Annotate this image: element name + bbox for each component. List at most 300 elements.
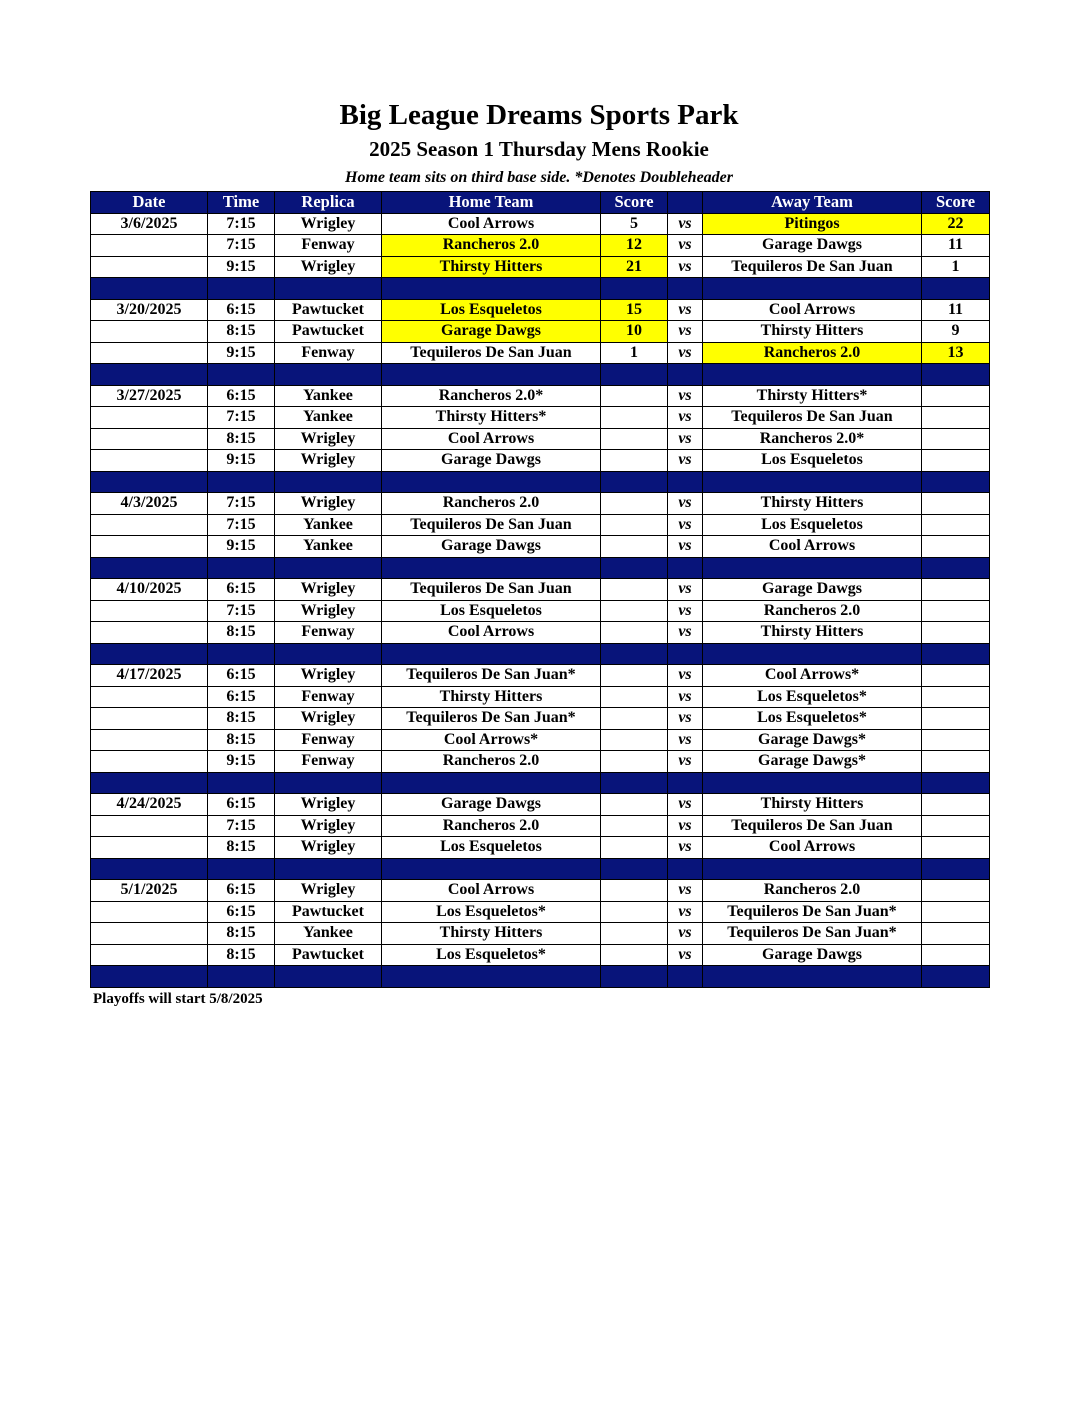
separator-cell — [208, 643, 275, 665]
vs-cell: vs — [668, 514, 703, 536]
home-score-cell — [601, 686, 668, 708]
col-date: Date — [91, 192, 208, 214]
time-cell: 6:15 — [208, 901, 275, 923]
separator-cell — [601, 858, 668, 880]
home-team-cell: Tequileros De San Juan* — [382, 708, 601, 730]
date-cell — [91, 450, 208, 472]
table-row — [91, 428, 990, 450]
separator-cell — [668, 278, 703, 300]
table-row — [91, 256, 990, 278]
vs-cell: vs — [668, 213, 703, 235]
separator-cell — [91, 471, 208, 493]
home-score-cell — [601, 751, 668, 773]
separator-cell — [601, 364, 668, 386]
home-score-cell: 15 — [601, 299, 668, 321]
table-row — [91, 235, 990, 257]
home-team-cell: Rancheros 2.0 — [382, 493, 601, 515]
vs-cell: vs — [668, 407, 703, 429]
separator-cell — [922, 557, 990, 579]
home-score-cell — [601, 428, 668, 450]
separator-cell — [382, 858, 601, 880]
home-team-cell: Rancheros 2.0 — [382, 815, 601, 837]
date-cell — [91, 751, 208, 773]
away-team-cell: Garage Dawgs — [703, 235, 922, 257]
separator-cell — [91, 364, 208, 386]
separator-cell — [275, 858, 382, 880]
separator-cell — [703, 643, 922, 665]
vs-cell: vs — [668, 321, 703, 343]
separator-cell — [922, 364, 990, 386]
table-row — [91, 708, 990, 730]
table-row — [91, 536, 990, 558]
vs-cell: vs — [668, 665, 703, 687]
replica-cell: Wrigley — [275, 428, 382, 450]
away-team-cell: Rancheros 2.0 — [703, 880, 922, 902]
separator-cell — [922, 858, 990, 880]
replica-cell: Wrigley — [275, 880, 382, 902]
table-row — [91, 493, 990, 515]
away-team-cell: Garage Dawgs* — [703, 729, 922, 751]
replica-cell: Fenway — [275, 751, 382, 773]
date-cell: 3/6/2025 — [91, 213, 208, 235]
col-home-team: Home Team — [382, 192, 601, 214]
date-cell: 4/24/2025 — [91, 794, 208, 816]
separator-cell — [382, 557, 601, 579]
replica-cell: Wrigley — [275, 493, 382, 515]
week-separator-row — [91, 772, 990, 794]
home-score-cell — [601, 450, 668, 472]
separator-cell — [922, 471, 990, 493]
home-team-cell: Los Esqueletos — [382, 837, 601, 859]
home-score-cell — [601, 837, 668, 859]
vs-cell: vs — [668, 493, 703, 515]
vs-cell: vs — [668, 751, 703, 773]
away-score-cell — [922, 944, 990, 966]
away-score-cell — [922, 901, 990, 923]
col-away-score: Score — [922, 192, 990, 214]
vs-cell: vs — [668, 385, 703, 407]
home-team-cell: Tequileros De San Juan — [382, 579, 601, 601]
date-cell: 5/1/2025 — [91, 880, 208, 902]
replica-cell: Wrigley — [275, 837, 382, 859]
home-team-cell: Los Esqueletos* — [382, 901, 601, 923]
separator-cell — [601, 557, 668, 579]
away-score-cell — [922, 450, 990, 472]
away-score-cell — [922, 686, 990, 708]
replica-cell: Pawtucket — [275, 321, 382, 343]
home-score-cell — [601, 665, 668, 687]
replica-cell: Wrigley — [275, 450, 382, 472]
away-score-cell — [922, 729, 990, 751]
separator-cell — [703, 772, 922, 794]
home-team-cell: Tequileros De San Juan* — [382, 665, 601, 687]
time-cell: 9:15 — [208, 536, 275, 558]
away-score-cell — [922, 493, 990, 515]
date-cell — [91, 235, 208, 257]
separator-cell — [91, 278, 208, 300]
away-team-cell: Thirsty Hitters — [703, 493, 922, 515]
away-team-cell: Cool Arrows — [703, 536, 922, 558]
home-team-cell: Los Esqueletos — [382, 600, 601, 622]
table-row — [91, 342, 990, 364]
header-row — [91, 192, 990, 214]
time-cell: 6:15 — [208, 686, 275, 708]
away-score-cell — [922, 579, 990, 601]
table-row — [91, 901, 990, 923]
time-cell: 8:15 — [208, 923, 275, 945]
separator-cell — [668, 772, 703, 794]
date-cell: 4/10/2025 — [91, 579, 208, 601]
separator-cell — [275, 364, 382, 386]
replica-cell: Wrigley — [275, 665, 382, 687]
away-team-cell: Garage Dawgs — [703, 944, 922, 966]
separator-cell — [208, 966, 275, 988]
table-row — [91, 450, 990, 472]
away-score-cell: 11 — [922, 235, 990, 257]
date-cell: 3/20/2025 — [91, 299, 208, 321]
separator-cell — [382, 772, 601, 794]
away-team-cell: Tequileros De San Juan — [703, 815, 922, 837]
away-score-cell: 9 — [922, 321, 990, 343]
home-team-cell: Rancheros 2.0* — [382, 385, 601, 407]
replica-cell: Pawtucket — [275, 901, 382, 923]
vs-cell: vs — [668, 579, 703, 601]
date-cell — [91, 514, 208, 536]
date-cell — [91, 923, 208, 945]
date-cell — [91, 815, 208, 837]
home-team-cell: Rancheros 2.0 — [382, 751, 601, 773]
home-team-cell: Cool Arrows* — [382, 729, 601, 751]
away-score-cell — [922, 600, 990, 622]
week-separator-row — [91, 471, 990, 493]
home-score-cell — [601, 880, 668, 902]
separator-cell — [922, 643, 990, 665]
separator-cell — [382, 278, 601, 300]
away-score-cell — [922, 794, 990, 816]
date-cell: 4/3/2025 — [91, 493, 208, 515]
separator-cell — [91, 643, 208, 665]
col-home-score: Score — [601, 192, 668, 214]
separator-cell — [91, 966, 208, 988]
replica-cell: Wrigley — [275, 794, 382, 816]
away-team-cell: Rancheros 2.0 — [703, 600, 922, 622]
separator-cell — [703, 858, 922, 880]
separator-cell — [382, 643, 601, 665]
separator-cell — [703, 557, 922, 579]
date-cell — [91, 600, 208, 622]
away-score-cell: 1 — [922, 256, 990, 278]
replica-cell: Wrigley — [275, 815, 382, 837]
separator-cell — [668, 858, 703, 880]
away-team-cell: Cool Arrows* — [703, 665, 922, 687]
vs-cell: vs — [668, 880, 703, 902]
time-cell: 6:15 — [208, 579, 275, 601]
time-cell: 8:15 — [208, 321, 275, 343]
away-score-cell — [922, 837, 990, 859]
page-title: Big League Dreams Sports Park — [339, 99, 739, 131]
home-team-cell: Garage Dawgs — [382, 794, 601, 816]
table-row — [91, 299, 990, 321]
home-score-cell — [601, 385, 668, 407]
home-score-cell: 5 — [601, 213, 668, 235]
replica-cell: Fenway — [275, 729, 382, 751]
time-cell: 8:15 — [208, 837, 275, 859]
home-team-cell: Cool Arrows — [382, 213, 601, 235]
away-team-cell: Los Esqueletos* — [703, 686, 922, 708]
replica-cell: Pawtucket — [275, 944, 382, 966]
home-score-cell — [601, 514, 668, 536]
table-row — [91, 407, 990, 429]
separator-cell — [275, 643, 382, 665]
away-score-cell — [922, 880, 990, 902]
vs-cell: vs — [668, 901, 703, 923]
separator-cell — [703, 966, 922, 988]
separator-cell — [382, 966, 601, 988]
away-score-cell — [922, 923, 990, 945]
home-score-cell — [601, 493, 668, 515]
away-score-cell — [922, 751, 990, 773]
table-row — [91, 385, 990, 407]
away-team-cell: Tequileros De San Juan* — [703, 923, 922, 945]
date-cell — [91, 729, 208, 751]
table-row — [91, 751, 990, 773]
col-replica: Replica — [275, 192, 382, 214]
separator-cell — [601, 772, 668, 794]
home-score-cell — [601, 407, 668, 429]
home-team-cell: Rancheros 2.0 — [382, 235, 601, 257]
separator-cell — [208, 471, 275, 493]
vs-cell: vs — [668, 729, 703, 751]
away-team-cell: Garage Dawgs — [703, 579, 922, 601]
home-team-cell: Thirsty Hitters — [382, 923, 601, 945]
table-row — [91, 923, 990, 945]
date-cell — [91, 321, 208, 343]
separator-cell — [208, 364, 275, 386]
page-subtitle: 2025 Season 1 Thursday Mens Rookie — [369, 137, 709, 161]
replica-cell: Wrigley — [275, 213, 382, 235]
separator-cell — [668, 557, 703, 579]
vs-cell: vs — [668, 256, 703, 278]
vs-cell: vs — [668, 342, 703, 364]
replica-cell: Wrigley — [275, 579, 382, 601]
away-team-cell: Thirsty Hitters* — [703, 385, 922, 407]
table-row — [91, 665, 990, 687]
away-team-cell: Garage Dawgs* — [703, 751, 922, 773]
time-cell: 7:15 — [208, 213, 275, 235]
separator-cell — [668, 643, 703, 665]
separator-cell — [601, 643, 668, 665]
away-team-cell: Rancheros 2.0 — [703, 342, 922, 364]
table-row — [91, 880, 990, 902]
away-team-cell: Tequileros De San Juan — [703, 256, 922, 278]
home-team-cell: Garage Dawgs — [382, 450, 601, 472]
separator-cell — [208, 278, 275, 300]
home-score-cell — [601, 579, 668, 601]
away-score-cell — [922, 665, 990, 687]
date-cell — [91, 944, 208, 966]
separator-cell — [922, 966, 990, 988]
time-cell: 7:15 — [208, 514, 275, 536]
away-team-cell: Thirsty Hitters — [703, 321, 922, 343]
time-cell: 7:15 — [208, 235, 275, 257]
replica-cell: Wrigley — [275, 256, 382, 278]
date-cell — [91, 342, 208, 364]
away-score-cell — [922, 708, 990, 730]
home-score-cell — [601, 923, 668, 945]
home-team-cell: Cool Arrows — [382, 880, 601, 902]
home-team-cell: Tequileros De San Juan — [382, 342, 601, 364]
week-separator-row — [91, 643, 990, 665]
date-cell — [91, 256, 208, 278]
vs-cell: vs — [668, 299, 703, 321]
replica-cell: Wrigley — [275, 708, 382, 730]
separator-cell — [382, 364, 601, 386]
time-cell: 8:15 — [208, 622, 275, 644]
table-row — [91, 622, 990, 644]
vs-cell: vs — [668, 450, 703, 472]
replica-cell: Yankee — [275, 385, 382, 407]
away-score-cell: 11 — [922, 299, 990, 321]
separator-cell — [275, 772, 382, 794]
table-row — [91, 686, 990, 708]
vs-cell: vs — [668, 536, 703, 558]
vs-cell: vs — [668, 708, 703, 730]
home-team-cell: Cool Arrows — [382, 622, 601, 644]
vs-cell: vs — [668, 622, 703, 644]
away-team-cell: Cool Arrows — [703, 299, 922, 321]
date-cell — [91, 407, 208, 429]
time-cell: 8:15 — [208, 729, 275, 751]
date-cell — [91, 622, 208, 644]
time-cell: 7:15 — [208, 407, 275, 429]
time-cell: 7:15 — [208, 600, 275, 622]
time-cell: 6:15 — [208, 665, 275, 687]
home-team-cell: Los Esqueletos — [382, 299, 601, 321]
vs-cell: vs — [668, 815, 703, 837]
date-cell: 3/27/2025 — [91, 385, 208, 407]
home-score-cell: 10 — [601, 321, 668, 343]
away-score-cell — [922, 407, 990, 429]
table-row — [91, 213, 990, 235]
home-score-cell — [601, 729, 668, 751]
separator-cell — [275, 557, 382, 579]
date-cell — [91, 837, 208, 859]
home-score-cell: 1 — [601, 342, 668, 364]
away-team-cell: Los Esqueletos — [703, 450, 922, 472]
away-team-cell: Pitingos — [703, 213, 922, 235]
vs-cell: vs — [668, 686, 703, 708]
home-score-cell: 12 — [601, 235, 668, 257]
separator-cell — [208, 858, 275, 880]
doubleheader-note: Home team sits on third base side. *Denotes Doubleheader — [345, 169, 733, 186]
home-team-cell: Thirsty Hitters — [382, 256, 601, 278]
week-separator-row — [91, 364, 990, 386]
replica-cell: Yankee — [275, 514, 382, 536]
away-score-cell — [922, 514, 990, 536]
replica-cell: Fenway — [275, 235, 382, 257]
separator-cell — [275, 278, 382, 300]
separator-cell — [703, 471, 922, 493]
separator-cell — [601, 278, 668, 300]
table-row — [91, 321, 990, 343]
home-score-cell — [601, 600, 668, 622]
separator-cell — [208, 557, 275, 579]
separator-cell — [668, 966, 703, 988]
vs-cell: vs — [668, 428, 703, 450]
away-team-cell: Thirsty Hitters — [703, 622, 922, 644]
replica-cell: Yankee — [275, 407, 382, 429]
separator-cell — [922, 278, 990, 300]
time-cell: 9:15 — [208, 256, 275, 278]
separator-cell — [91, 858, 208, 880]
replica-cell: Fenway — [275, 622, 382, 644]
separator-cell — [703, 364, 922, 386]
separator-cell — [91, 557, 208, 579]
time-cell: 8:15 — [208, 944, 275, 966]
date-cell: 4/17/2025 — [91, 665, 208, 687]
separator-cell — [91, 772, 208, 794]
col-vs — [668, 192, 703, 214]
away-score-cell — [922, 536, 990, 558]
away-score-cell — [922, 622, 990, 644]
week-separator-row — [91, 966, 990, 988]
separator-cell — [668, 471, 703, 493]
time-cell: 7:15 — [208, 815, 275, 837]
date-cell — [91, 708, 208, 730]
away-team-cell: Rancheros 2.0* — [703, 428, 922, 450]
table-row — [91, 794, 990, 816]
week-separator-row — [91, 278, 990, 300]
away-team-cell: Cool Arrows — [703, 837, 922, 859]
replica-cell: Fenway — [275, 342, 382, 364]
away-score-cell: 22 — [922, 213, 990, 235]
date-cell — [91, 536, 208, 558]
table-row — [91, 514, 990, 536]
home-team-cell: Cool Arrows — [382, 428, 601, 450]
vs-cell: vs — [668, 923, 703, 945]
away-team-cell: Tequileros De San Juan — [703, 407, 922, 429]
vs-cell: vs — [668, 235, 703, 257]
separator-cell — [208, 772, 275, 794]
replica-cell: Wrigley — [275, 600, 382, 622]
separator-cell — [601, 471, 668, 493]
away-team-cell: Los Esqueletos — [703, 514, 922, 536]
table-row — [91, 579, 990, 601]
time-cell: 8:15 — [208, 428, 275, 450]
col-time: Time — [208, 192, 275, 214]
separator-cell — [922, 772, 990, 794]
schedule-table — [90, 191, 990, 988]
replica-cell: Pawtucket — [275, 299, 382, 321]
separator-cell — [275, 966, 382, 988]
away-score-cell — [922, 385, 990, 407]
home-team-cell: Garage Dawgs — [382, 536, 601, 558]
playoffs-note: Playoffs will start 5/8/2025 — [93, 991, 263, 1007]
home-score-cell — [601, 622, 668, 644]
away-score-cell: 13 — [922, 342, 990, 364]
table-row — [91, 837, 990, 859]
vs-cell: vs — [668, 837, 703, 859]
schedule-body — [91, 213, 990, 987]
home-team-cell: Thirsty Hitters* — [382, 407, 601, 429]
time-cell: 8:15 — [208, 708, 275, 730]
home-score-cell — [601, 536, 668, 558]
time-cell: 9:15 — [208, 751, 275, 773]
away-team-cell: Tequileros De San Juan* — [703, 901, 922, 923]
table-row — [91, 600, 990, 622]
time-cell: 6:15 — [208, 880, 275, 902]
replica-cell: Yankee — [275, 923, 382, 945]
